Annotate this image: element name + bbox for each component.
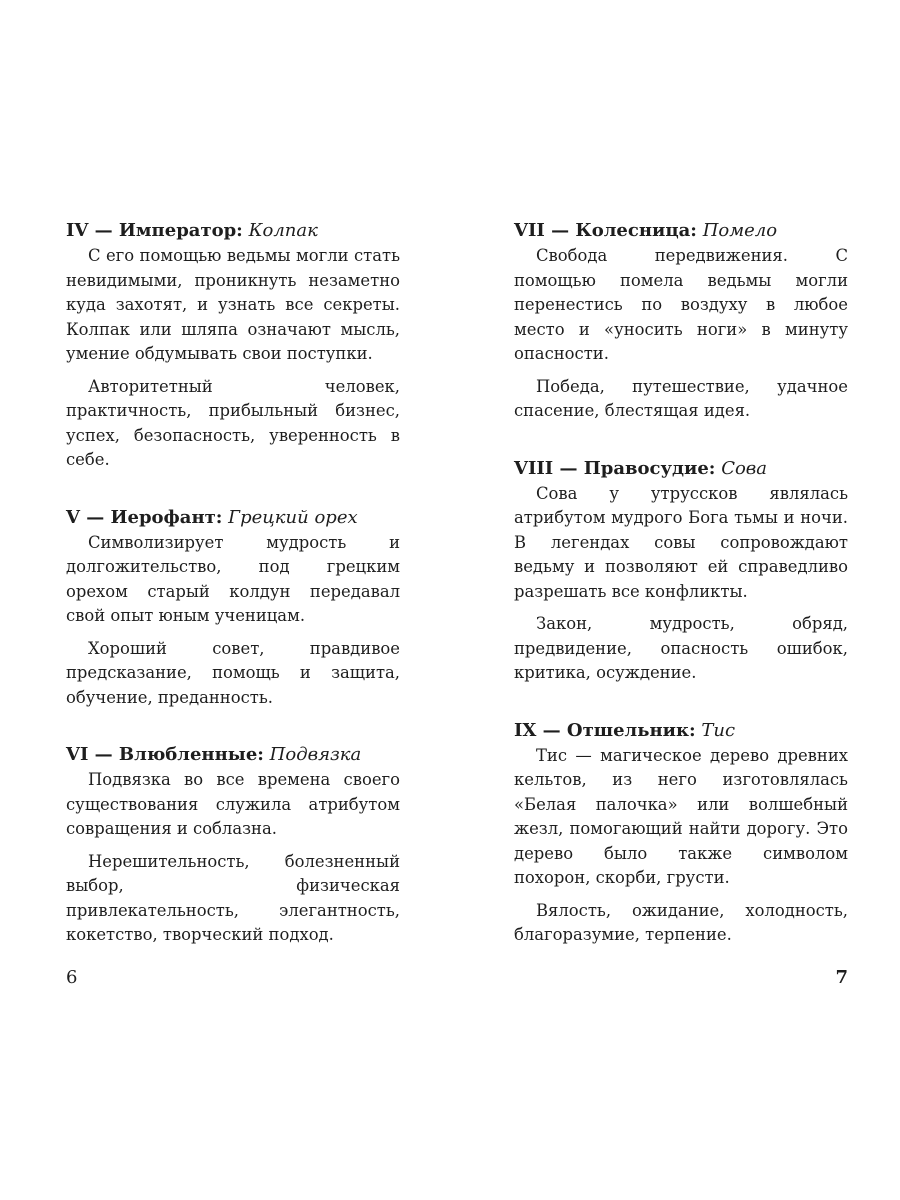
card-meanings: Хороший совет, правдивое предсказание, помощь и защита, обучение, преданность. — [66, 638, 400, 707]
card-symbol: Помело — [702, 220, 778, 241]
card-iv-emperor — [66, 218, 400, 473]
card-description: Сова у утрусcков являлась атрибутом мудрого Бога тьмы и ночи. В легендах совы сопровождают ведьму и позволяют ей справедливо разрешать все конфликты. — [514, 483, 848, 601]
card-symbol: Сова — [721, 457, 768, 479]
card-symbol: Колпак — [248, 220, 318, 241]
card-description: С его помощью ведьмы могли стать невидимыми, проникнуть незаметно куда захотят, и узнать все секреты. Колпак или шляпа означают мысль, умение обдумывать свои поступки. — [66, 246, 400, 363]
card-title — [66, 505, 400, 531]
card-meanings: Авторитетный человек, практичность, прибыльный бизнес, успех, безопасность, уверенность в себе. — [66, 376, 400, 469]
card-meanings: Вялость, ожидание, холодность, благоразумие, терпение. — [514, 900, 848, 944]
left-column — [66, 218, 400, 980]
card-symbol: Тис — [701, 719, 736, 741]
card-number-name: V — Иерофант: — [66, 506, 223, 528]
card-meanings: Нерешительность, болезненный выбор, физическая привлекательность, элегантность, кокетство, творческий подход. — [66, 851, 400, 944]
card-symbol: Грецкий орех — [228, 506, 358, 528]
left-page — [66, 0, 400, 1200]
card-description: Подвязка во все времена своего существования служила атрибутом совращения и соблазна. — [66, 770, 400, 838]
card-viii-justice — [514, 456, 848, 686]
card-ix-hermit — [514, 718, 848, 948]
card-meanings: Закон, мудрость, обряд, предвидение, опасность ошибок, критика, осуждение. — [514, 614, 848, 682]
card-title — [66, 742, 400, 768]
page-number: 7 — [835, 967, 848, 988]
card-number-name: VII — Колесница: — [514, 220, 697, 241]
card-number-name: VIII — Правосудие: — [514, 457, 716, 479]
card-description: Тис — магическое дерево древних кельтов, из него изготовлялась «Белая палочка» или волшебный жезл, помогающий найти дорогу. Это дерево было также символом похорон, скорби, грусти. — [514, 745, 848, 887]
card-v-hierophant — [66, 505, 400, 711]
right-column — [514, 218, 848, 980]
card-description: Символизирует мудрость и долгожительство, под грецким орехом старый колдун передавал свой опыт юным ученицам. — [66, 532, 400, 625]
card-number-name: VI — Влюбленные: — [66, 744, 264, 765]
card-title — [514, 456, 848, 482]
card-vi-lovers — [66, 742, 400, 948]
card-symbol: Подвязка — [269, 744, 362, 765]
right-page — [514, 0, 848, 1200]
card-description: Свобода передвижения. С помощью помела ведьмы могли перенестись по воздуху в любое место и «уносить ноги» в минуту опасности. — [514, 246, 848, 363]
card-number-name: IX — Отшельник: — [514, 719, 696, 741]
page-number: 6 — [66, 967, 78, 988]
card-meanings: Победа, путешествие, удачное спасение, блестящая идея. — [514, 376, 848, 420]
card-number-name: IV — Император: — [66, 220, 243, 241]
card-title — [514, 218, 848, 244]
card-vii-chariot — [514, 218, 848, 424]
card-title — [66, 218, 400, 244]
card-title — [514, 718, 848, 744]
